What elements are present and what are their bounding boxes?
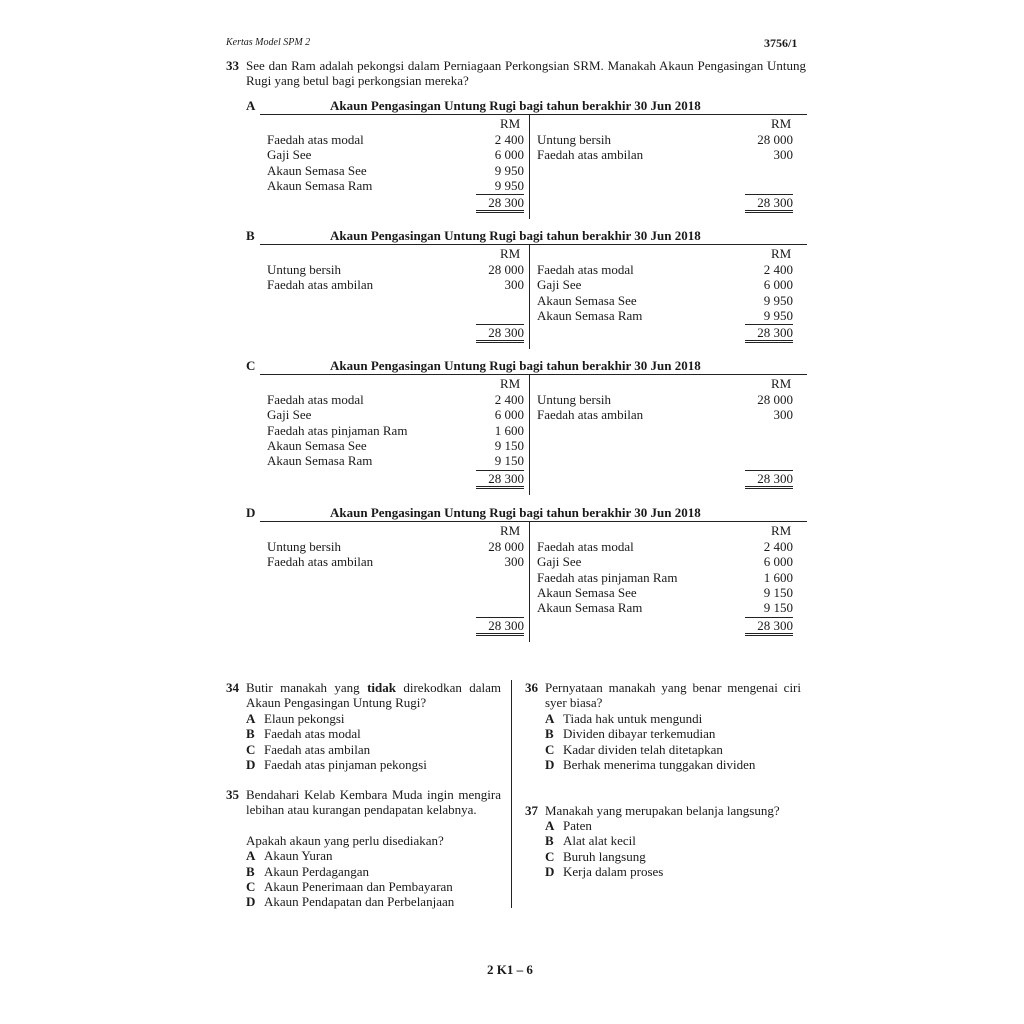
account-title: Akaun Pengasingan Untung Rugi bagi tahun berakhir 30 Jun 2018 — [330, 505, 701, 520]
option-c[interactable]: C Faedah atas ambilan — [246, 742, 371, 757]
ledger-item-amount: 2 400 — [763, 539, 793, 554]
ledger-item-amount: 6 000 — [763, 277, 793, 293]
question-prompt: Apakah akaun yang perlu disediakan? — [246, 833, 444, 848]
account-center-rule — [529, 114, 530, 219]
header-paper-code: 3756/1 — [764, 36, 798, 50]
account-top-rule — [260, 114, 807, 115]
account-center-rule — [529, 374, 530, 495]
account-title: Akaun Pengasingan Untung Rugi bagi tahun berakhir 30 Jun 2018 — [330, 98, 701, 113]
ledger-item-amount: 9 950 — [494, 162, 524, 178]
emphasis-word: tidak — [367, 680, 396, 695]
account-center-rule — [529, 244, 530, 349]
total-left: 28 300 — [476, 195, 524, 210]
currency-heading-left: RM — [500, 116, 521, 131]
question-number: 36 — [525, 680, 538, 695]
ledger-row — [537, 570, 793, 585]
ledger-item-label: Akaun Semasa See — [537, 292, 637, 308]
ledger-item-amount: 9 950 — [763, 292, 793, 308]
currency-heading-right: RM — [771, 116, 792, 131]
ledger-row — [537, 407, 793, 422]
currency-heading-right: RM — [771, 246, 792, 261]
currency-heading-right: RM — [771, 523, 792, 538]
ledger-row — [267, 392, 524, 407]
ledger-item-amount: 9 150 — [494, 437, 524, 453]
question-text: See dan Ram adalah pekongsi dalam Perniagaan Perkongsian SRM. Manakah Akaun Pengasingan Untung Rugi yang betul bagi perkongsian mereka? — [246, 58, 806, 88]
option-letter: B — [246, 228, 255, 243]
currency-heading-left: RM — [500, 246, 521, 261]
ledger-item-label: Faedah atas ambilan — [537, 147, 644, 163]
ledger-row — [267, 407, 524, 422]
ledger-item-label: Akaun Semasa Ram — [537, 600, 643, 616]
option-letter: A — [246, 98, 256, 113]
ledger-item-amount: 6 000 — [494, 147, 524, 163]
header-book-title: Kertas Model SPM 2 — [226, 37, 311, 48]
question-text: Manakah yang merupakan belanja langsung? — [545, 803, 780, 818]
ledger-item-label: Akaun Semasa See — [267, 162, 367, 178]
ledger-item-amount: 6 000 — [494, 407, 524, 423]
question-number: 35 — [226, 787, 239, 802]
ledger-item-amount: 9 150 — [494, 453, 524, 469]
currency-heading-left: RM — [500, 523, 521, 538]
ledger-row — [537, 585, 793, 600]
ledger-item-amount: 28 000 — [757, 132, 793, 147]
ledger-row — [267, 132, 524, 147]
account-top-rule — [260, 374, 807, 375]
ledger-row — [267, 147, 524, 162]
ledger-item-amount: 300 — [504, 277, 524, 293]
currency-heading-right: RM — [771, 376, 792, 391]
total-right: 28 300 — [745, 618, 793, 633]
currency-heading-left: RM — [500, 376, 521, 391]
option-d[interactable]: D Faedah atas pinjaman pekongsi — [246, 757, 427, 772]
option-b[interactable]: B Dividen dibayar terkemudian — [545, 726, 716, 741]
ledger-row — [267, 438, 524, 453]
total-right: 28 300 — [745, 471, 793, 486]
ledger-item-amount: 9 950 — [494, 177, 524, 193]
ledger-row — [267, 277, 524, 292]
option-d[interactable]: D Berhak menerima tunggakan dividen — [545, 757, 756, 772]
option-letter: D — [246, 505, 256, 520]
option-b[interactable]: B Alat alat kecil — [545, 833, 636, 848]
question-number: 37 — [525, 803, 538, 818]
ledger-item-label: Faedah atas pinjaman Ram — [537, 569, 678, 585]
ledger-item-amount: 28 000 — [488, 262, 524, 277]
account-top-rule — [260, 521, 807, 522]
ledger-item-label: Untung bersih — [537, 392, 612, 407]
option-d[interactable]: D Akaun Pendapatan dan Perbelanjaan — [246, 894, 455, 909]
option-c[interactable]: C Akaun Penerimaan dan Pembayaran — [246, 879, 453, 894]
ledger-row — [537, 308, 793, 323]
ledger-row — [537, 554, 793, 569]
ledger-item-label: Untung bersih — [537, 132, 612, 147]
total-right: 28 300 — [745, 325, 793, 340]
option-b[interactable]: B Faedah atas modal — [246, 726, 361, 741]
ledger-item-amount: 6 000 — [763, 554, 793, 570]
account-title: Akaun Pengasingan Untung Rugi bagi tahun berakhir 30 Jun 2018 — [330, 358, 701, 373]
ledger-item-label: Akaun Semasa See — [267, 437, 367, 453]
ledger-item-amount: 300 — [504, 554, 524, 570]
ledger-item-amount: 2 400 — [763, 262, 793, 277]
option-a[interactable]: A Elaun pekongsi — [246, 711, 345, 726]
ledger-row — [267, 178, 524, 193]
ledger-row — [267, 163, 524, 178]
ledger-item-label: Faedah atas ambilan — [267, 554, 374, 570]
ledger-item-amount: 300 — [773, 407, 793, 423]
ledger-item-amount: 1 600 — [763, 569, 793, 585]
ledger-item-label: Faedah atas modal — [267, 392, 364, 407]
option-a[interactable]: A Tiada hak untuk mengundi — [545, 711, 703, 726]
ledger-row — [537, 277, 793, 292]
ledger-item-label: Akaun Semasa Ram — [267, 453, 373, 469]
ledger-item-label: Faedah atas modal — [537, 539, 634, 554]
ledger-item-label: Gaji See — [267, 407, 312, 423]
ledger-row — [267, 554, 524, 569]
ledger-item-label: Gaji See — [267, 147, 312, 163]
option-d[interactable]: D Kerja dalam proses — [545, 864, 664, 879]
option-a[interactable]: A Akaun Yuran — [246, 848, 333, 863]
ledger-row — [267, 539, 524, 554]
ledger-row — [537, 293, 793, 308]
ledger-item-label: Untung bersih — [267, 539, 342, 554]
ledger-item-label: Faedah atas modal — [537, 262, 634, 277]
ledger-item-label: Faedah atas ambilan — [537, 407, 644, 423]
ledger-row — [537, 600, 793, 615]
ledger-item-label: Akaun Semasa Ram — [267, 177, 373, 193]
question-text: Pernyataan manakah yang benar mengenai ciri syer biasa? — [545, 680, 801, 711]
ledger-row — [537, 539, 793, 554]
ledger-item-amount: 2 400 — [494, 392, 524, 407]
total-left: 28 300 — [476, 325, 524, 340]
question-number: 34 — [226, 680, 239, 695]
total-left: 28 300 — [476, 618, 524, 633]
ledger-item-label: Faedah atas pinjaman Ram — [267, 422, 408, 438]
ledger-item-amount: 9 150 — [763, 584, 793, 600]
option-a[interactable]: A Paten — [545, 818, 592, 833]
column-divider — [511, 680, 512, 908]
option-c[interactable]: C Buruh langsung — [545, 849, 646, 864]
ledger-row — [537, 262, 793, 277]
ledger-row — [267, 262, 524, 277]
total-left: 28 300 — [476, 471, 524, 486]
ledger-row — [537, 147, 793, 162]
ledger-item-label: Faedah atas ambilan — [267, 277, 374, 293]
question-text: Bendahari Kelab Kembara Muda ingin mengira lebihan atau kurangan pendapatan kelabnya. — [246, 787, 501, 818]
ledger-item-label: Untung bersih — [267, 262, 342, 277]
ledger-item-amount: 1 600 — [494, 422, 524, 438]
total-right: 28 300 — [745, 195, 793, 210]
ledger-row — [537, 392, 793, 407]
ledger-item-label: Akaun Semasa Ram — [537, 307, 643, 323]
ledger-item-label: Faedah atas modal — [267, 132, 364, 147]
ledger-item-label: Gaji See — [537, 277, 582, 293]
option-c[interactable]: C Kadar dividen telah ditetapkan — [545, 742, 723, 757]
ledger-item-amount: 28 000 — [757, 392, 793, 407]
page-footer: 2 K1 – 6 — [487, 962, 533, 977]
question-number: 33 — [226, 58, 239, 73]
option-b[interactable]: B Akaun Perdagangan — [246, 864, 370, 879]
question-text: Butir manakah yang tidak direkodkan dalam Akaun Pengasingan Untung Rugi? — [246, 680, 501, 711]
account-center-rule — [529, 521, 530, 642]
ledger-item-label: Gaji See — [537, 554, 582, 570]
ledger-row — [267, 453, 524, 468]
ledger-item-amount: 9 950 — [763, 307, 793, 323]
ledger-item-amount: 300 — [773, 147, 793, 163]
ledger-item-amount: 2 400 — [494, 132, 524, 147]
ledger-row — [537, 132, 793, 147]
ledger-item-amount: 9 150 — [763, 600, 793, 616]
ledger-row — [267, 423, 524, 438]
option-letter: C — [246, 358, 256, 373]
account-top-rule — [260, 244, 807, 245]
account-title: Akaun Pengasingan Untung Rugi bagi tahun berakhir 30 Jun 2018 — [330, 228, 701, 243]
ledger-item-amount: 28 000 — [488, 539, 524, 554]
ledger-item-label: Akaun Semasa See — [537, 584, 637, 600]
